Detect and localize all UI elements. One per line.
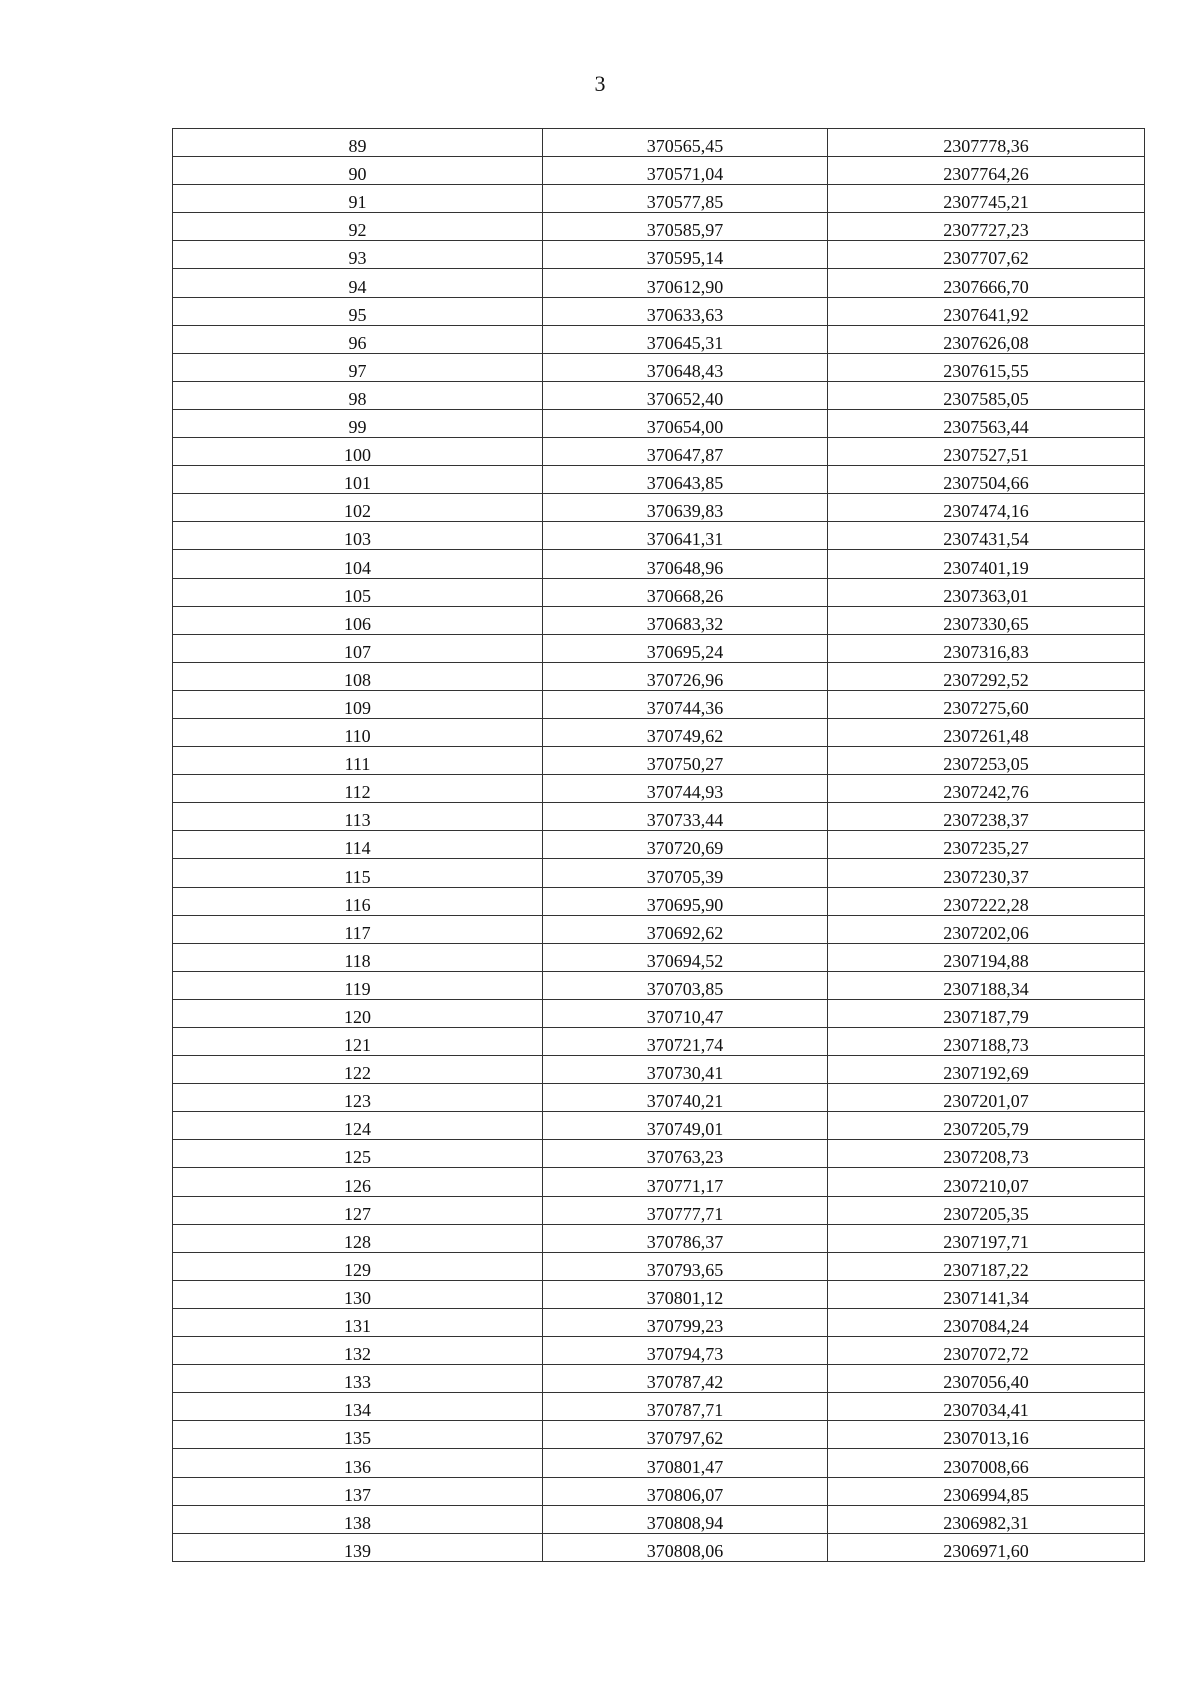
table-row (173, 438, 1145, 466)
point-number-cell: 124 (173, 1112, 543, 1140)
x-coordinate-cell: 370771,17 (543, 1168, 828, 1196)
y-coordinate-cell: 2307615,55 (828, 353, 1145, 381)
y-coordinate-cell: 2307745,21 (828, 185, 1145, 213)
y-coordinate-cell: 2307764,26 (828, 157, 1145, 185)
point-number-cell: 115 (173, 859, 543, 887)
table-row (173, 325, 1145, 353)
table-row (173, 1196, 1145, 1224)
table-row (173, 634, 1145, 662)
y-coordinate-cell: 2307292,52 (828, 662, 1145, 690)
point-number-cell: 94 (173, 269, 543, 297)
y-coordinate-cell: 2307222,28 (828, 887, 1145, 915)
table-row (173, 999, 1145, 1027)
x-coordinate-cell: 370647,87 (543, 438, 828, 466)
point-number-cell: 131 (173, 1308, 543, 1336)
point-number-cell: 104 (173, 550, 543, 578)
point-number-cell: 103 (173, 522, 543, 550)
y-coordinate-cell: 2307253,05 (828, 747, 1145, 775)
y-coordinate-cell: 2307210,07 (828, 1168, 1145, 1196)
point-number-cell: 116 (173, 887, 543, 915)
y-coordinate-cell: 2307707,62 (828, 241, 1145, 269)
point-number-cell: 129 (173, 1252, 543, 1280)
point-number-cell: 97 (173, 353, 543, 381)
y-coordinate-cell: 2307194,88 (828, 943, 1145, 971)
table-row (173, 353, 1145, 381)
y-coordinate-cell: 2307641,92 (828, 297, 1145, 325)
table-row (173, 157, 1145, 185)
table-row (173, 1252, 1145, 1280)
point-number-cell: 98 (173, 381, 543, 409)
x-coordinate-cell: 370654,00 (543, 409, 828, 437)
x-coordinate-cell: 370645,31 (543, 325, 828, 353)
point-number-cell: 136 (173, 1449, 543, 1477)
point-number-cell: 114 (173, 831, 543, 859)
point-number-cell: 96 (173, 325, 543, 353)
y-coordinate-cell: 2307201,07 (828, 1084, 1145, 1112)
y-coordinate-cell: 2307188,73 (828, 1028, 1145, 1056)
y-coordinate-cell: 2307316,83 (828, 634, 1145, 662)
x-coordinate-cell: 370692,62 (543, 915, 828, 943)
x-coordinate-cell: 370565,45 (543, 129, 828, 157)
x-coordinate-cell: 370793,65 (543, 1252, 828, 1280)
y-coordinate-cell: 2307188,34 (828, 971, 1145, 999)
point-number-cell: 122 (173, 1056, 543, 1084)
x-coordinate-cell: 370694,52 (543, 943, 828, 971)
coordinates-table (172, 128, 1145, 1562)
x-coordinate-cell: 370577,85 (543, 185, 828, 213)
table-row (173, 578, 1145, 606)
table-row (173, 1337, 1145, 1365)
y-coordinate-cell: 2307504,66 (828, 466, 1145, 494)
point-number-cell: 118 (173, 943, 543, 971)
table-row (173, 129, 1145, 157)
y-coordinate-cell: 2307563,44 (828, 409, 1145, 437)
x-coordinate-cell: 370777,71 (543, 1196, 828, 1224)
table-row (173, 662, 1145, 690)
x-coordinate-cell: 370749,01 (543, 1112, 828, 1140)
table-row (173, 1112, 1145, 1140)
point-number-cell: 123 (173, 1084, 543, 1112)
point-number-cell: 110 (173, 718, 543, 746)
point-number-cell: 119 (173, 971, 543, 999)
x-coordinate-cell: 370705,39 (543, 859, 828, 887)
table-row (173, 1449, 1145, 1477)
y-coordinate-cell: 2307238,37 (828, 803, 1145, 831)
y-coordinate-cell: 2307205,79 (828, 1112, 1145, 1140)
point-number-cell: 92 (173, 213, 543, 241)
table-row (173, 718, 1145, 746)
table-row (173, 1505, 1145, 1533)
point-number-cell: 102 (173, 494, 543, 522)
table-row (173, 915, 1145, 943)
point-number-cell: 120 (173, 999, 543, 1027)
y-coordinate-cell: 2307727,23 (828, 213, 1145, 241)
table-row (173, 1421, 1145, 1449)
y-coordinate-cell: 2307192,69 (828, 1056, 1145, 1084)
x-coordinate-cell: 370612,90 (543, 269, 828, 297)
y-coordinate-cell: 2306994,85 (828, 1477, 1145, 1505)
point-number-cell: 137 (173, 1477, 543, 1505)
table-row (173, 1393, 1145, 1421)
y-coordinate-cell: 2307242,76 (828, 775, 1145, 803)
y-coordinate-cell: 2307202,06 (828, 915, 1145, 943)
x-coordinate-cell: 370733,44 (543, 803, 828, 831)
x-coordinate-cell: 370786,37 (543, 1224, 828, 1252)
table-row (173, 494, 1145, 522)
x-coordinate-cell: 370695,24 (543, 634, 828, 662)
point-number-cell: 111 (173, 747, 543, 775)
x-coordinate-cell: 370668,26 (543, 578, 828, 606)
x-coordinate-cell: 370744,36 (543, 690, 828, 718)
point-number-cell: 132 (173, 1337, 543, 1365)
y-coordinate-cell: 2307626,08 (828, 325, 1145, 353)
x-coordinate-cell: 370797,62 (543, 1421, 828, 1449)
table-row (173, 1533, 1145, 1561)
y-coordinate-cell: 2307008,66 (828, 1449, 1145, 1477)
x-coordinate-cell: 370799,23 (543, 1308, 828, 1336)
table-row (173, 1140, 1145, 1168)
point-number-cell: 125 (173, 1140, 543, 1168)
x-coordinate-cell: 370787,42 (543, 1365, 828, 1393)
table-row (173, 943, 1145, 971)
y-coordinate-cell: 2307141,34 (828, 1280, 1145, 1308)
point-number-cell: 95 (173, 297, 543, 325)
point-number-cell: 106 (173, 606, 543, 634)
table-row (173, 831, 1145, 859)
table-row (173, 747, 1145, 775)
x-coordinate-cell: 370806,07 (543, 1477, 828, 1505)
table-row (173, 1168, 1145, 1196)
y-coordinate-cell: 2307275,60 (828, 690, 1145, 718)
point-number-cell: 99 (173, 409, 543, 437)
point-number-cell: 134 (173, 1393, 543, 1421)
y-coordinate-cell: 2307056,40 (828, 1365, 1145, 1393)
x-coordinate-cell: 370740,21 (543, 1084, 828, 1112)
point-number-cell: 112 (173, 775, 543, 803)
page-number: 3 (594, 71, 606, 96)
x-coordinate-cell: 370695,90 (543, 887, 828, 915)
y-coordinate-cell: 2307330,65 (828, 606, 1145, 634)
table-row (173, 381, 1145, 409)
y-coordinate-cell: 2307230,37 (828, 859, 1145, 887)
x-coordinate-cell: 370801,47 (543, 1449, 828, 1477)
table-row (173, 1308, 1145, 1336)
y-coordinate-cell: 2307187,79 (828, 999, 1145, 1027)
x-coordinate-cell: 370585,97 (543, 213, 828, 241)
point-number-cell: 101 (173, 466, 543, 494)
x-coordinate-cell: 370648,43 (543, 353, 828, 381)
table-row (173, 466, 1145, 494)
x-coordinate-cell: 370730,41 (543, 1056, 828, 1084)
point-number-cell: 121 (173, 1028, 543, 1056)
point-number-cell: 90 (173, 157, 543, 185)
x-coordinate-cell: 370794,73 (543, 1337, 828, 1365)
y-coordinate-cell: 2307235,27 (828, 831, 1145, 859)
point-number-cell: 139 (173, 1533, 543, 1561)
y-coordinate-cell: 2307474,16 (828, 494, 1145, 522)
x-coordinate-cell: 370726,96 (543, 662, 828, 690)
table-row (173, 522, 1145, 550)
point-number-cell: 127 (173, 1196, 543, 1224)
x-coordinate-cell: 370639,83 (543, 494, 828, 522)
x-coordinate-cell: 370571,04 (543, 157, 828, 185)
y-coordinate-cell: 2306971,60 (828, 1533, 1145, 1561)
point-number-cell: 130 (173, 1280, 543, 1308)
table-row (173, 803, 1145, 831)
table-row (173, 775, 1145, 803)
y-coordinate-cell: 2307431,54 (828, 522, 1145, 550)
x-coordinate-cell: 370643,85 (543, 466, 828, 494)
y-coordinate-cell: 2307208,73 (828, 1140, 1145, 1168)
x-coordinate-cell: 370641,31 (543, 522, 828, 550)
y-coordinate-cell: 2307527,51 (828, 438, 1145, 466)
table-row (173, 1477, 1145, 1505)
table-row (173, 269, 1145, 297)
y-coordinate-cell: 2307205,35 (828, 1196, 1145, 1224)
y-coordinate-cell: 2307197,71 (828, 1224, 1145, 1252)
point-number-cell: 126 (173, 1168, 543, 1196)
coordinates-table-body (173, 129, 1145, 1562)
y-coordinate-cell: 2307034,41 (828, 1393, 1145, 1421)
x-coordinate-cell: 370744,93 (543, 775, 828, 803)
table-row (173, 606, 1145, 634)
table-row (173, 550, 1145, 578)
table-row (173, 1028, 1145, 1056)
table-row (173, 241, 1145, 269)
table-row (173, 859, 1145, 887)
x-coordinate-cell: 370683,32 (543, 606, 828, 634)
x-coordinate-cell: 370787,71 (543, 1393, 828, 1421)
table-row (173, 690, 1145, 718)
x-coordinate-cell: 370648,96 (543, 550, 828, 578)
table-row (173, 297, 1145, 325)
y-coordinate-cell: 2307261,48 (828, 718, 1145, 746)
point-number-cell: 91 (173, 185, 543, 213)
table-row (173, 1280, 1145, 1308)
y-coordinate-cell: 2307363,01 (828, 578, 1145, 606)
x-coordinate-cell: 370749,62 (543, 718, 828, 746)
x-coordinate-cell: 370763,23 (543, 1140, 828, 1168)
table-row (173, 185, 1145, 213)
y-coordinate-cell: 2307401,19 (828, 550, 1145, 578)
x-coordinate-cell: 370710,47 (543, 999, 828, 1027)
table-row (173, 971, 1145, 999)
point-number-cell: 93 (173, 241, 543, 269)
point-number-cell: 109 (173, 690, 543, 718)
x-coordinate-cell: 370808,94 (543, 1505, 828, 1533)
point-number-cell: 128 (173, 1224, 543, 1252)
x-coordinate-cell: 370633,63 (543, 297, 828, 325)
y-coordinate-cell: 2306982,31 (828, 1505, 1145, 1533)
point-number-cell: 138 (173, 1505, 543, 1533)
point-number-cell: 135 (173, 1421, 543, 1449)
y-coordinate-cell: 2307585,05 (828, 381, 1145, 409)
table-row (173, 1365, 1145, 1393)
y-coordinate-cell: 2307666,70 (828, 269, 1145, 297)
y-coordinate-cell: 2307013,16 (828, 1421, 1145, 1449)
point-number-cell: 89 (173, 129, 543, 157)
y-coordinate-cell: 2307778,36 (828, 129, 1145, 157)
x-coordinate-cell: 370721,74 (543, 1028, 828, 1056)
x-coordinate-cell: 370703,85 (543, 971, 828, 999)
y-coordinate-cell: 2307187,22 (828, 1252, 1145, 1280)
x-coordinate-cell: 370801,12 (543, 1280, 828, 1308)
x-coordinate-cell: 370720,69 (543, 831, 828, 859)
x-coordinate-cell: 370750,27 (543, 747, 828, 775)
table-row (173, 887, 1145, 915)
table-row (173, 1084, 1145, 1112)
point-number-cell: 113 (173, 803, 543, 831)
y-coordinate-cell: 2307084,24 (828, 1308, 1145, 1336)
y-coordinate-cell: 2307072,72 (828, 1337, 1145, 1365)
point-number-cell: 133 (173, 1365, 543, 1393)
table-row (173, 409, 1145, 437)
point-number-cell: 117 (173, 915, 543, 943)
point-number-cell: 105 (173, 578, 543, 606)
table-row (173, 1224, 1145, 1252)
point-number-cell: 107 (173, 634, 543, 662)
x-coordinate-cell: 370652,40 (543, 381, 828, 409)
x-coordinate-cell: 370808,06 (543, 1533, 828, 1561)
table-row (173, 1056, 1145, 1084)
point-number-cell: 100 (173, 438, 543, 466)
x-coordinate-cell: 370595,14 (543, 241, 828, 269)
point-number-cell: 108 (173, 662, 543, 690)
table-row (173, 213, 1145, 241)
